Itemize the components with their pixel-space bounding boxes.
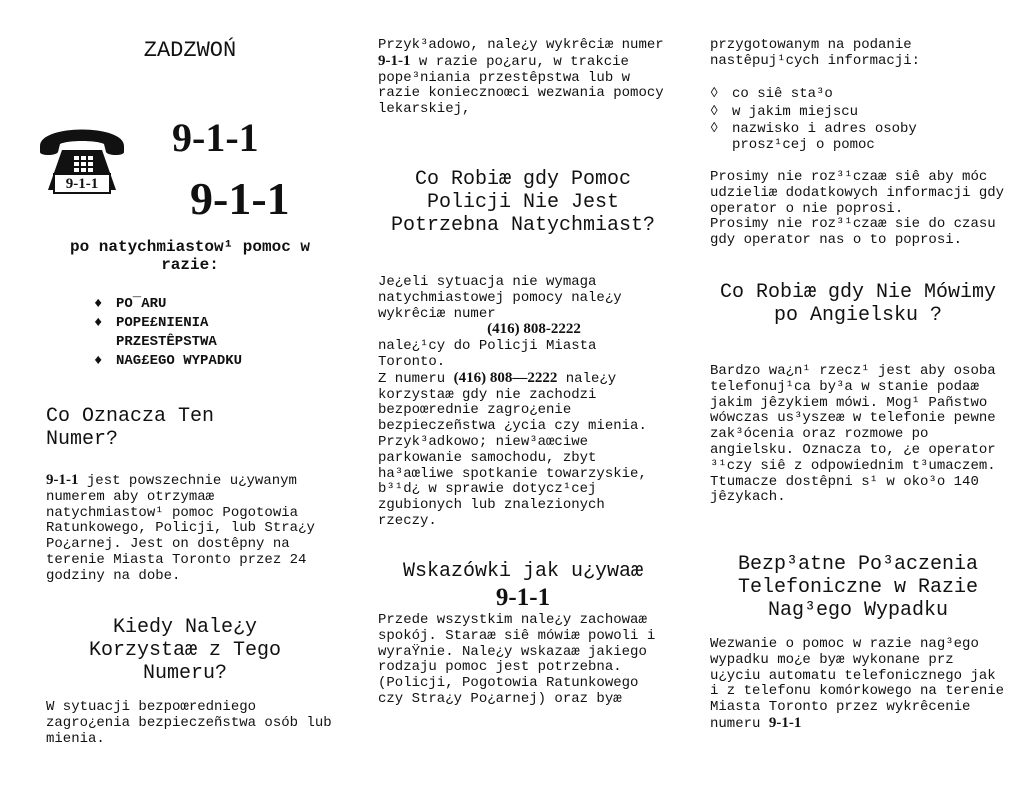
info-item (710, 86, 1000, 104)
call-title: ZADZWOŃ (143, 38, 237, 63)
not-needed-text-2: nale¿¹cy do Policji Miasta Toronto. (378, 338, 597, 370)
phone-number-1: (416) 808-2222 (487, 321, 581, 338)
info-item-label: w jakim miejscu (732, 103, 859, 120)
tips-number: 9-1-1 (495, 584, 551, 611)
meaning-number: 9-1-1 (46, 472, 79, 488)
emergency-item-label: POPE£NIENIA PRZESTÊPSTWA (116, 315, 217, 350)
example-paragraph (378, 38, 670, 118)
when-heading: Kiedy Nale¿y Korzystaæ z Tego Numeru? (88, 616, 282, 685)
not-needed-paragraph (378, 275, 670, 530)
english-text: Bardzo wa¿n¹ rzecz¹ jest aby osoba telefonuj¹ca by³a w stanie podaæ jakim jêzykiem mówi. Mog¹ Pañstwo wówczas us³yszeæ w telefonie pewne zak³ócenia oraz rozmowe po angielsku. Oznacza to, ¿e operator ³¹czy siê z odpowiednim t³umaczem. Ttumacze dostêpni s¹ w oko³o 140 jêzykach. (710, 363, 996, 506)
info-item (710, 121, 1000, 154)
tips-text: Przede wszystkim nale¿y zachowaæ spokój. Staraæ siê mówiæ powoli i wyraŸnie. Nale¿y wskazaæ jakiego rodzaju pomoc jest potrzebna. (Policji, Pogotowia Ratunkowego czy Stra¿y Po¿arnej) oraz byæ (378, 612, 656, 707)
info-list (710, 86, 1000, 154)
not-needed-text-3b: nale¿y korzystaæ gdy nie zachodzi bezpoœrednie zagro¿enie bezpieczeñstwa ¿ycia czy mienia. (378, 370, 647, 435)
bullet-icon: ♦ (94, 315, 103, 331)
when-text: W sytuacji bezpoœredniego zagro¿enia bezpieczeñstwa osób lub mienia. (46, 699, 332, 747)
example-text-2: w razie po¿aru, w trakcie pope³niania przestêpstwa lub w razie koniecznoœci wezwania pomocy lekarskiej, (378, 53, 664, 118)
meaning-heading: Co Oznacza Ten Numer? (46, 405, 215, 451)
telephone-icon (34, 116, 130, 198)
panel-right (680, 0, 1024, 791)
emergency-item (94, 352, 314, 371)
phone-number-2: (416) 808—2222 (453, 369, 558, 386)
emergency-item-label: PO¯ARU (116, 296, 167, 312)
bullet-icon: ♦ (94, 353, 103, 369)
emergency-list (94, 295, 314, 371)
free-calls-number: 9-1-1 (768, 714, 802, 731)
immediate-help-text: po natychmiastow¹ pomoc w razie: (69, 238, 311, 274)
meaning-paragraph (46, 473, 338, 585)
free-calls-paragraph (710, 637, 1012, 733)
tips-heading: Wskazówki jak u¿ywaæ (402, 560, 644, 583)
free-calls-text: Wezwanie o pomoc w razie nag³ego wypadku mo¿e byæ wykonane prz u¿yciu automatu telefonicznego jak i z telefonu komórkowego na terenie Miasta Toronto przez wykrêcenie numeru (710, 636, 1005, 732)
telephone-label: 9-1-1 (65, 176, 99, 192)
english-heading: Co Robiæ gdy Nie Mówimy po Angielsku ? (719, 281, 997, 327)
number-911-larger: 9-1-1 (190, 173, 290, 224)
emergency-item (94, 314, 314, 352)
not-needed-text-1: Je¿eli sytuacja nie wymaga natychmiastowej pomocy nale¿y wykrêciæ numer (378, 274, 622, 322)
info-item-label: co siê sta³o (732, 86, 833, 102)
bullet-icon: ♦ (94, 296, 103, 312)
free-calls-heading: Bezp³atne Po³aczenia Telefoniczne w Razie Nag³ego Wypadku (737, 553, 979, 622)
number-911-large: 9-1-1 (172, 115, 259, 160)
stay-text-1: Prosimy nie roz³¹czaæ siê aby móc udzieliæ dodatkowych informacji gdy operator o nie poprosi. (710, 169, 1005, 217)
diamond-icon: ◊ (710, 121, 719, 137)
not-needed-heading: Co Robiæ gdy Pomoc Policji Nie Jest Potrzebna Natychmiast? (390, 168, 656, 237)
info-item (710, 104, 1000, 122)
stay-paragraph (710, 170, 1012, 249)
diamond-icon: ◊ (710, 103, 719, 120)
emergency-item-label: NAG£EGO WYPADKU (116, 353, 243, 369)
info-item-label: nazwisko i adres osoby prosz¹cej o pomoc (732, 121, 917, 153)
meaning-text: jest powszechnie u¿ywanym numerem aby otrzymaæ natychmiastow¹ pomoc Pogotowia Ratunkowego, Policji, lub Stra¿y Po¿arnej. Jest on dostêpny na terenie Miasta Toronto przez 24 godziny na dobe. (46, 473, 315, 584)
panel-left (0, 0, 350, 791)
example-number: 9-1-1 (378, 52, 411, 69)
emergency-item (94, 295, 314, 314)
not-needed-text-3a: Z numeru (378, 370, 454, 387)
panel-middle (350, 0, 680, 791)
diamond-icon: ◊ (710, 86, 719, 102)
prepared-text: przygotowanym na podanie nastêpuj¹cych informacji: (710, 37, 921, 69)
not-needed-text-4: Przyk³adkowo; niew³aœciwe parkowanie samochodu, zbyt ha³aœliwe spotkanie towarzyskie, b³¹d¿ w sprawie dotycz¹cej zgubionych lub znalezionych rzeczy. (378, 433, 647, 529)
example-text: Przyk³adowo, nale¿y wykrêciæ numer (378, 37, 664, 53)
stay-text-2: Prosimy nie roz³¹czaæ sie do czasu gdy operator nas o to poprosi. (710, 216, 996, 249)
